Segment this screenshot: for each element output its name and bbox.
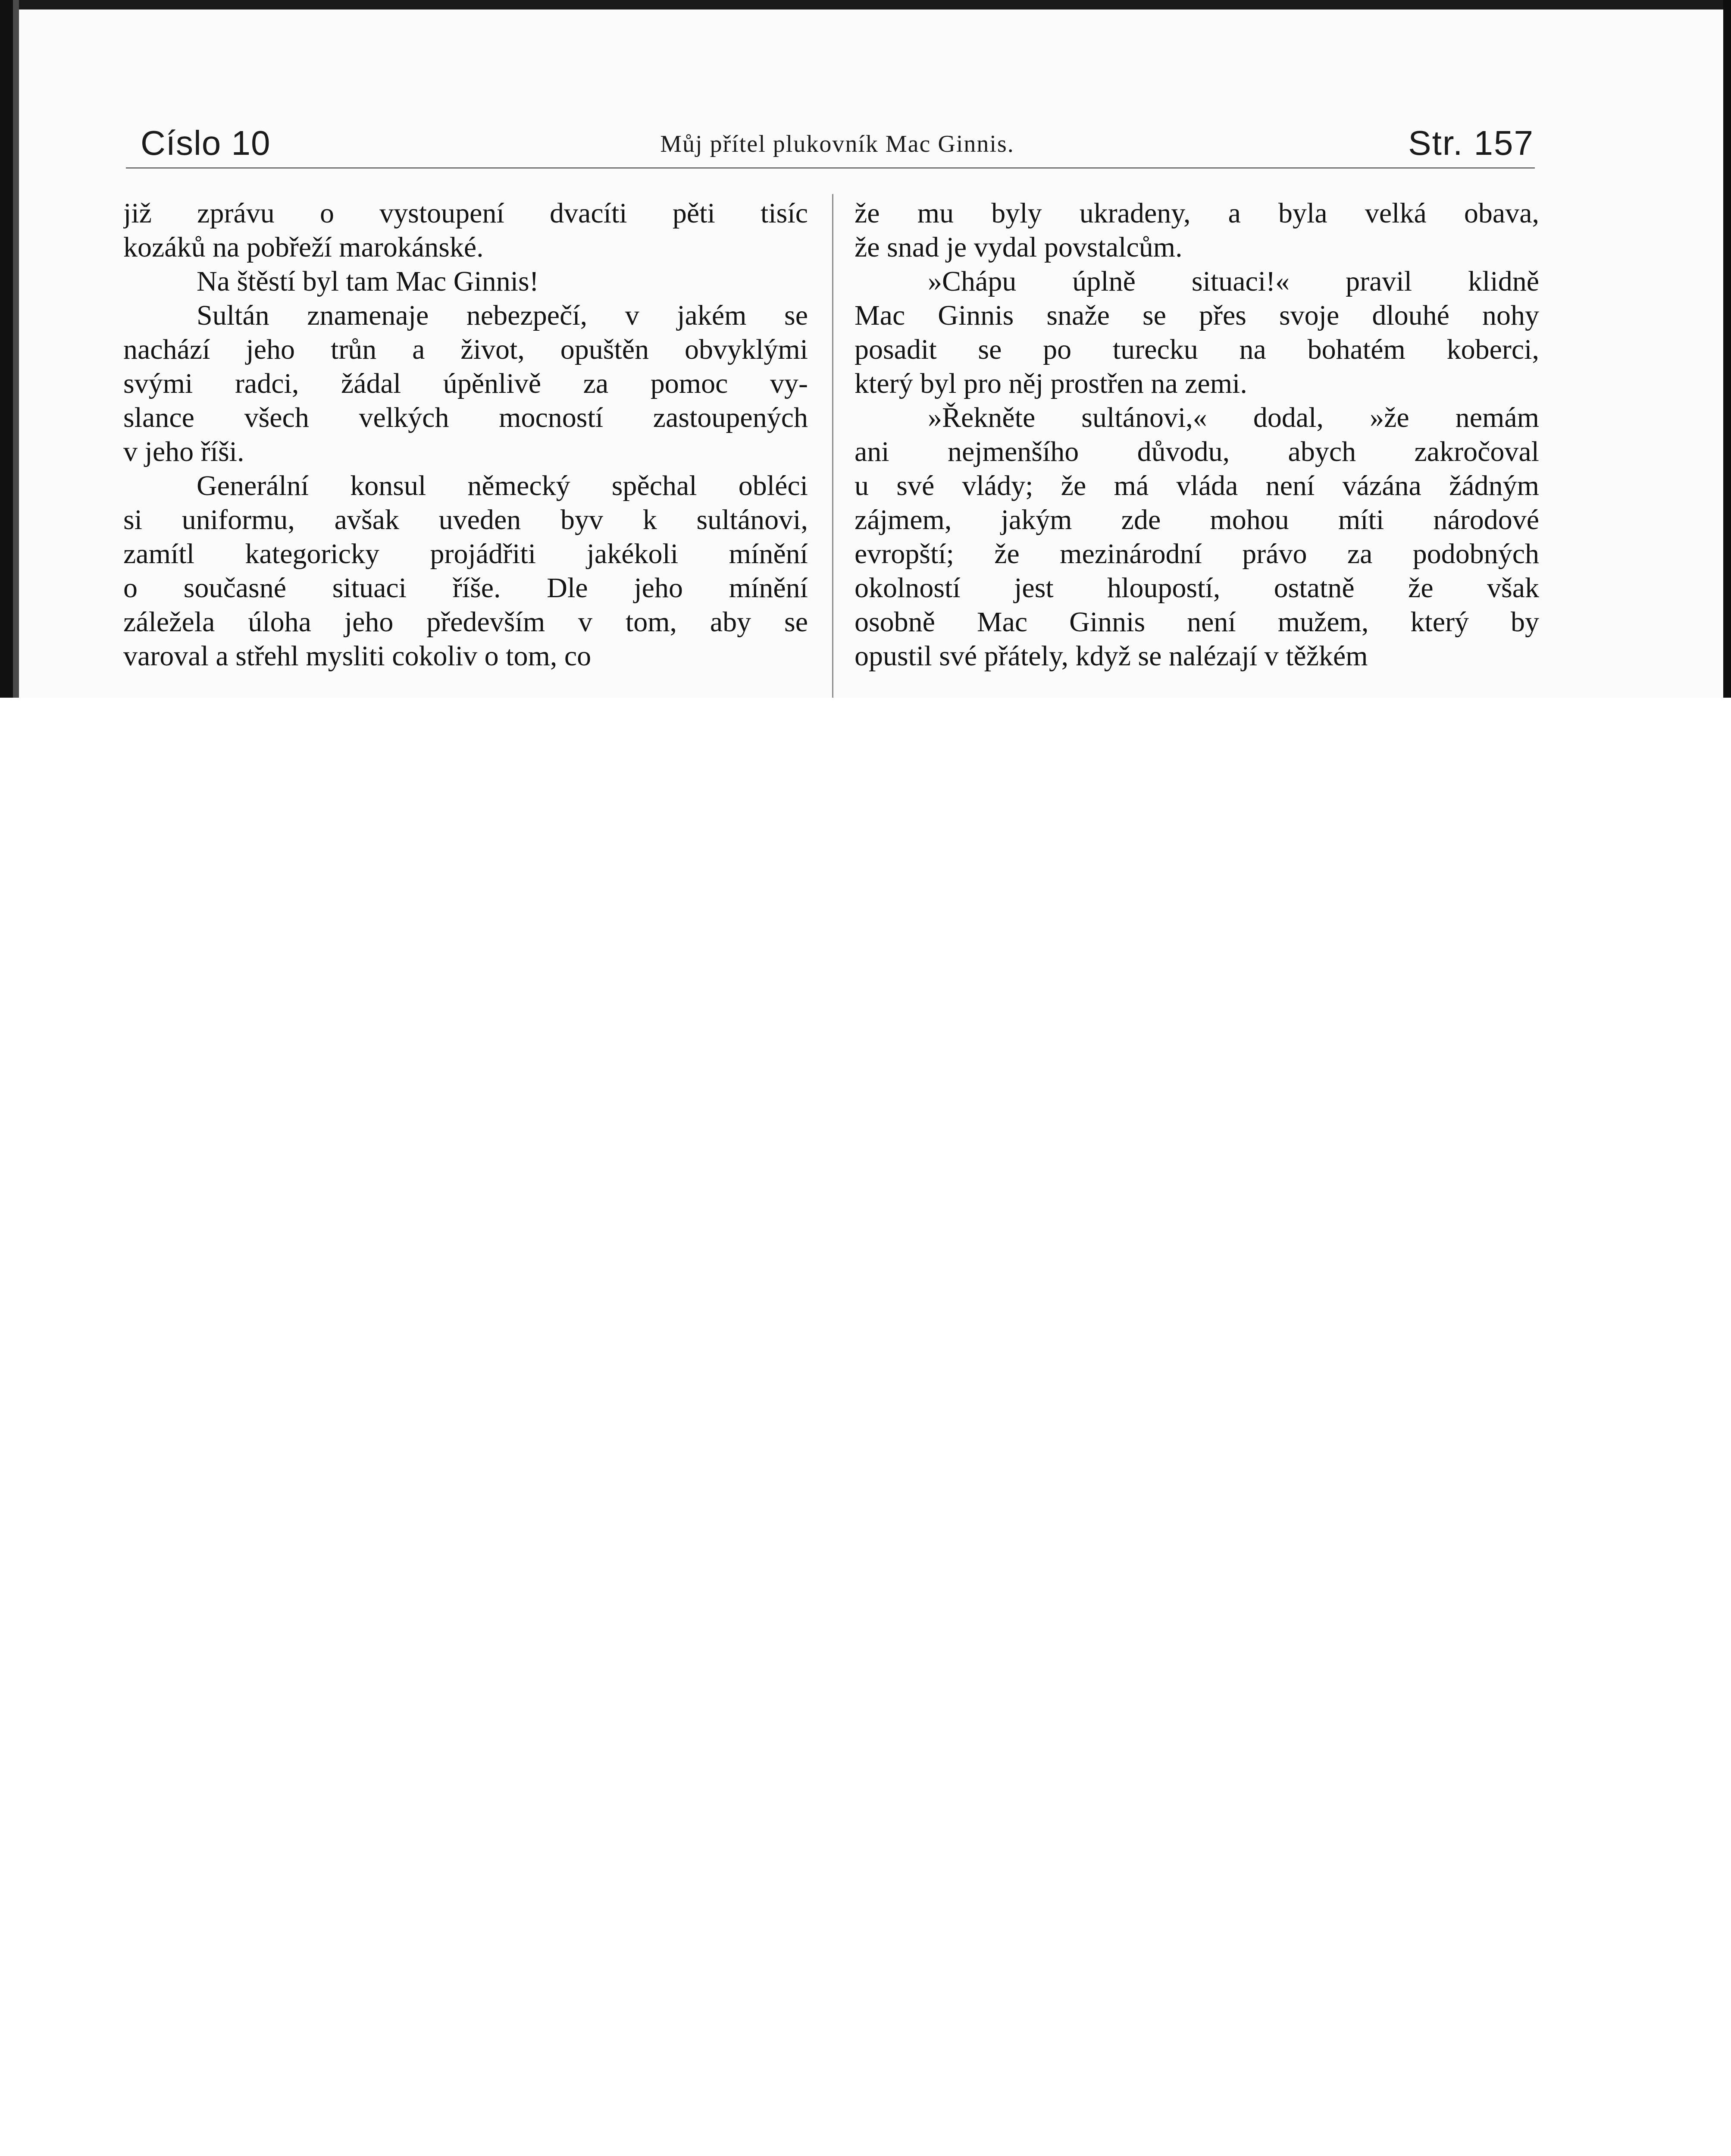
header-rule (126, 167, 1535, 169)
text-line: svými radci, žádal úpěnlivě za pomoc vy- (123, 368, 808, 399)
text-line: nachází jeho trůn a život, opuštěn obvyklými (123, 334, 808, 365)
text-line: že snad je vydal povstalcům. (855, 232, 1183, 263)
paragraph (123, 298, 808, 469)
scan-edge-right (1723, 0, 1731, 698)
scan-edge-top (0, 0, 1731, 9)
running-title: Můj přítel plukovník Mac Ginnis. (660, 131, 1014, 157)
text-line: si uniformu, avšak uveden byv k sultánovi, (123, 504, 808, 536)
text-line: záležela úloha jeho především v tom, aby se (123, 606, 808, 638)
text-line: že mu byly ukradeny, a byla velká obava, (855, 197, 1539, 229)
scanned-page (0, 0, 1731, 698)
text-line: »Řekněte sultánovi,« dodal, »že nemám (928, 402, 1539, 433)
right-column (855, 196, 1539, 698)
text-line: evropští; že mezinárodní právo za podobných (855, 538, 1539, 570)
text-line: v jeho říši. (123, 436, 244, 467)
scan-edge-left (0, 0, 13, 698)
text-line: Mac Ginnis snaže se přes svoje dlouhé nohy (855, 300, 1539, 331)
text-line: slance všech velkých mocností zastoupených (123, 402, 808, 433)
text-line: osobně Mac Ginnis není mužem, který by (855, 606, 1539, 638)
text-line: »Chápu úplně situaci!« pravil klidně (928, 266, 1539, 297)
text-line: již zprávu o vystoupení dvacíti pěti tisíc (123, 197, 808, 229)
left-column (123, 196, 808, 698)
text-line: Generální konsul německý spěchal obléci (197, 470, 808, 501)
paragraph (855, 196, 1539, 264)
paragraph (123, 264, 808, 298)
text-line: Na štěstí byl tam Mac Ginnis! (197, 266, 539, 297)
text-line: o současné situaci říše. Dle jeho mínění (123, 572, 808, 604)
paragraph (855, 401, 1539, 673)
text-line: který byl pro něj prostřen na zemi. (855, 368, 1247, 399)
text-line: opustil své přátely, když se nalézají v těžkém (855, 640, 1368, 672)
text-line: varoval a střehl mysliti cokoliv o tom, co (123, 640, 592, 672)
text-line: zamítl kategoricky projádřiti jakékoli mínění (123, 538, 808, 570)
text-line: okolností jest hloupostí, ostatně že však (855, 572, 1539, 604)
issue-number: Císlo 10 (141, 124, 271, 162)
text-line: ani nejmenšího důvodu, abych zakročoval (855, 436, 1539, 467)
paragraph (855, 264, 1539, 401)
paragraph (123, 469, 808, 673)
running-header (141, 116, 1534, 163)
text-line: u své vlády; že má vláda není vázána žádným (855, 470, 1539, 501)
text-line: Sultán znamenaje nebezpečí, v jakém se (197, 300, 808, 331)
text-line: kozáků na pobřeží marokánské. (123, 232, 484, 263)
page-number: Str. 157 (1408, 124, 1534, 162)
text-line: zájmem, jakým zde mohou míti národové (855, 504, 1539, 536)
paragraph (123, 196, 808, 264)
column-divider (832, 194, 833, 698)
scan-edge-left-shadow (13, 0, 19, 698)
text-line: posadit se po turecku na bohatém koberci, (855, 334, 1539, 365)
